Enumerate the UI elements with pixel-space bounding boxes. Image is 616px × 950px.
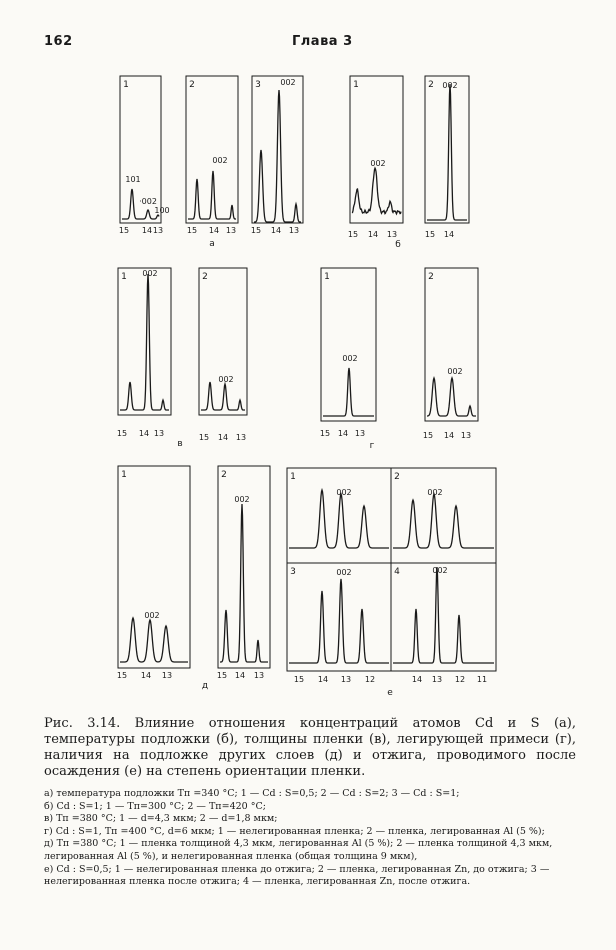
panel-number-label: 3 bbox=[255, 80, 261, 90]
panel-number-label: 4 bbox=[394, 567, 400, 577]
axis-tick-label: 13 bbox=[152, 226, 164, 235]
group-letter: а bbox=[209, 239, 215, 249]
axis-tick-label: 15 bbox=[116, 671, 128, 680]
legend-line-b: б) Cd : S=1; 1 — Tп=300 °С; 2 — Tп=420 °С; bbox=[44, 800, 266, 812]
legend-line-g: г) Cd : S=1, Tп =400 °С, d=6 мкм; 1 — нелегированная пленка; 2 — пленка, легированная Al (5 %); bbox=[44, 825, 545, 837]
peak-label: 002 bbox=[212, 156, 228, 165]
group-letter: г bbox=[369, 441, 375, 451]
panel-number-label: 2 bbox=[189, 80, 195, 90]
axis-tick-label: 13 bbox=[431, 675, 443, 684]
peak-label: 100 bbox=[154, 206, 170, 215]
peak-label: 002 bbox=[336, 568, 352, 577]
peak-label: 002 bbox=[432, 566, 448, 575]
peak-label: 002 bbox=[234, 495, 250, 504]
axis-tick-label: 12 bbox=[364, 675, 376, 684]
panel-number-label: 2 bbox=[202, 272, 208, 282]
group-letter: д bbox=[201, 681, 209, 691]
axis-tick-label: 13 bbox=[340, 675, 352, 684]
peak-label: 002 bbox=[442, 81, 458, 90]
diffraction-trace bbox=[393, 494, 494, 548]
panel-number-label: 1 bbox=[290, 472, 296, 482]
group-letter: б bbox=[395, 240, 401, 250]
chapter-title: Глава 3 bbox=[292, 34, 353, 49]
diffraction-trace bbox=[352, 168, 401, 214]
diffraction-trace bbox=[220, 504, 268, 662]
panel-number-label: 2 bbox=[428, 272, 434, 282]
axis-tick-label: 14 bbox=[208, 226, 220, 235]
diffraction-trace bbox=[427, 378, 476, 416]
axis-tick-label: 13 bbox=[354, 429, 366, 438]
group-letter: е bbox=[387, 688, 393, 698]
axis-tick-label: 14 bbox=[217, 433, 229, 442]
axis-tick-label: 15 bbox=[250, 226, 262, 235]
axis-tick-label: 13 bbox=[225, 226, 237, 235]
panel-number-label: 1 bbox=[123, 80, 129, 90]
panel-frame-в-1 bbox=[118, 268, 171, 415]
axis-tick-label: 15 bbox=[319, 429, 331, 438]
diffraction-trace bbox=[254, 90, 301, 222]
panel-number-label: 1 bbox=[121, 470, 127, 480]
peak-label: 002 bbox=[427, 488, 443, 497]
panel-frame-е-2 bbox=[391, 468, 496, 563]
axis-tick-label: 14 bbox=[234, 671, 246, 680]
legend-line-e: е) Cd : S=0,5; 1 — нелегированная пленка до отжига; 2 — пленка, легированная Zn, до отжига; 3 — нелегированная пленка после отжига; 4 — пленка, легированная Zn, после отжига. bbox=[44, 863, 550, 888]
panel-number-label: 2 bbox=[394, 472, 400, 482]
axis-tick-label: 15 bbox=[216, 671, 228, 680]
peak-label: 002 bbox=[144, 611, 160, 620]
diffraction-trace bbox=[289, 490, 389, 548]
panel-number-label: 3 bbox=[290, 567, 296, 577]
page-number: 162 bbox=[44, 34, 73, 49]
legend-line-v: в) Tп =380 °С; 1 — d=4,3 мкм; 2 — d=1,8 мкм; bbox=[44, 813, 278, 825]
diffraction-trace bbox=[393, 567, 494, 663]
panel-number-label: 1 bbox=[121, 272, 127, 282]
axis-tick-label: 11 bbox=[476, 675, 488, 684]
axis-tick-label: 14 bbox=[411, 675, 423, 684]
diffraction-trace bbox=[120, 618, 188, 662]
diffraction-trace bbox=[201, 382, 245, 410]
peak-label: 002 bbox=[218, 375, 234, 384]
axis-tick-label: 15 bbox=[118, 226, 130, 235]
figure-legend bbox=[44, 788, 576, 889]
axis-tick-label: 15 bbox=[422, 431, 434, 440]
panel-frame-б-1 bbox=[350, 76, 403, 223]
axis-tick-label: 15 bbox=[347, 230, 359, 239]
group-letter: в bbox=[177, 439, 183, 449]
axis-tick-label: 13 bbox=[288, 226, 300, 235]
axis-tick-label: 15 bbox=[116, 429, 128, 438]
panel-number-label: 2 bbox=[428, 80, 434, 90]
axis-tick-label: 12 bbox=[454, 675, 466, 684]
axis-tick-label: 13 bbox=[386, 230, 398, 239]
axis-tick-label: 14 bbox=[270, 226, 282, 235]
diffraction-trace bbox=[289, 579, 389, 663]
peak-label: 002 bbox=[342, 354, 358, 363]
panel-number-label: 1 bbox=[353, 80, 359, 90]
axis-tick-label: 14 bbox=[443, 431, 455, 440]
legend-line-a: а) температура подложки Tп =340 °С; 1 — Cd : S=0,5; 2 — Cd : S=2; 3 — Cd : S=1; bbox=[44, 788, 460, 799]
peak-label: 101 bbox=[125, 175, 141, 184]
axis-tick-label: 15 bbox=[424, 230, 436, 239]
diffraction-trace bbox=[323, 368, 374, 416]
axis-tick-label: 14 bbox=[367, 230, 379, 239]
axis-tick-label: 14 bbox=[317, 675, 329, 684]
panel-frame-г-1 bbox=[321, 268, 376, 421]
panel-frame-в-2 bbox=[199, 268, 247, 415]
peak-label: 002 bbox=[447, 367, 463, 376]
axis-tick-label: 14 bbox=[337, 429, 349, 438]
axis-tick-label: 13 bbox=[460, 431, 472, 440]
panel-frame-е-4 bbox=[391, 563, 496, 671]
peak-label: 002 bbox=[280, 78, 296, 87]
diffraction-trace bbox=[120, 274, 169, 410]
axis-tick-label: 13 bbox=[253, 671, 265, 680]
axis-tick-label: 15 bbox=[293, 675, 305, 684]
axis-tick-label: 13 bbox=[161, 671, 173, 680]
axis-tick-label: 14 bbox=[443, 230, 455, 239]
peak-label: 002 bbox=[336, 488, 352, 497]
panel-number-label: 1 bbox=[324, 272, 330, 282]
legend-line-d: д) Tп =380 °С; 1 — пленка толщиной 4,3 мкм, легированная Al (5 %); 2 — пленка толщиной 4,3 мкм, легированная Al (5 %), и нелегированная пленка (общая толщина 9 мкм), bbox=[44, 838, 553, 862]
peak-label: 002 bbox=[142, 269, 158, 278]
panel-frame-д-1 bbox=[118, 466, 190, 668]
panel-number-label: 2 bbox=[221, 470, 227, 480]
axis-tick-label: 13 bbox=[235, 433, 247, 442]
peak-label: 002 bbox=[370, 159, 386, 168]
diffraction-trace bbox=[427, 84, 467, 220]
axis-tick-label: 14 bbox=[141, 226, 153, 235]
panel-frame-г-2 bbox=[425, 268, 478, 421]
axis-tick-label: 14 bbox=[140, 671, 152, 680]
axis-tick-label: 15 bbox=[198, 433, 210, 442]
axis-tick-label: 13 bbox=[153, 429, 165, 438]
peak-label: ·002 bbox=[139, 197, 157, 206]
axis-tick-label: 14 bbox=[138, 429, 150, 438]
figure-caption: Рис. 3.14. Влияние отношения концентраций атомов Cd и S (а), температуры подложки (б), толщины пленки (в), легирующей примеси (г), наличия на подложке других слоев (д) и отжига, проводимого после осаждения (е) на степень ориентации пленки. bbox=[44, 716, 576, 779]
axis-tick-label: 15 bbox=[186, 226, 198, 235]
diffraction-trace bbox=[188, 171, 236, 219]
